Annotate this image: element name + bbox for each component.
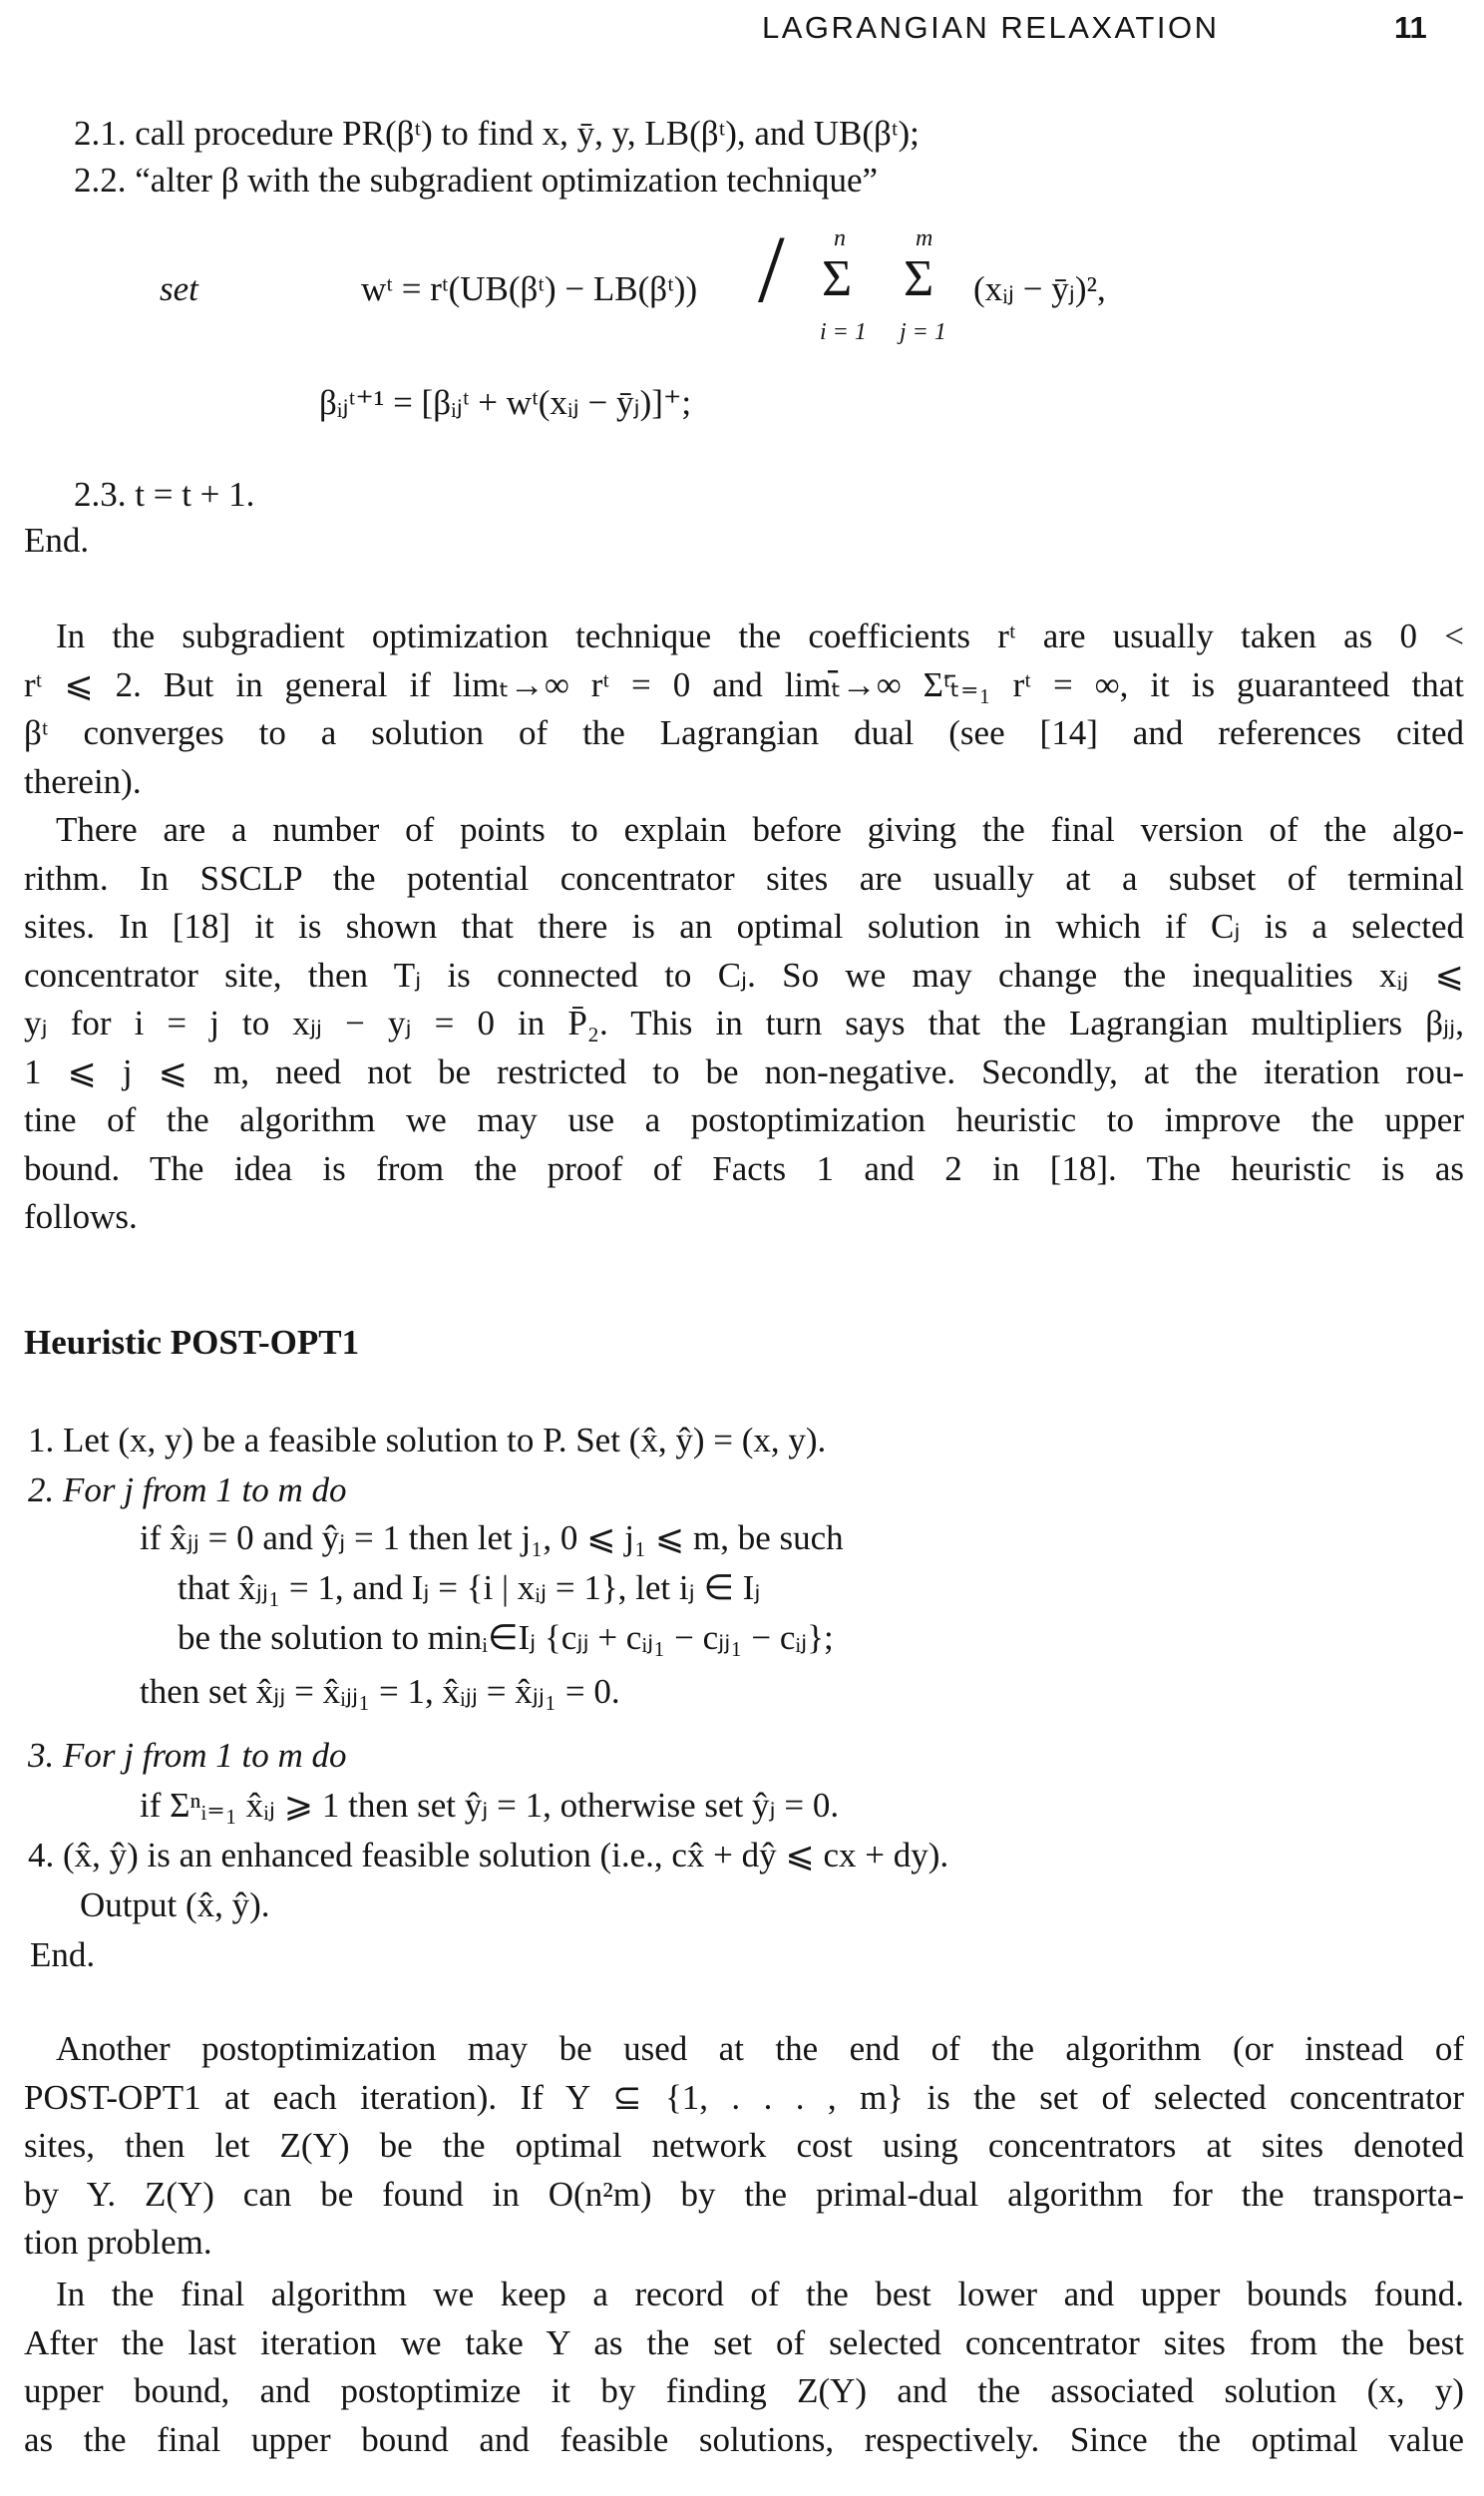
heuristic-step-3-line-a: if Σⁿᵢ₌₁ x̂ᵢⱼ ⩾ 1 then set ŷⱼ = 1, otherwise set ŷⱼ = 0. xyxy=(140,1786,840,1825)
heuristic-step-2-line-b: that x̂ⱼⱼ₁ = 1, and Iⱼ = {i | xᵢⱼ = 1}, let iⱼ ∈ Iⱼ xyxy=(178,1568,761,1607)
text-line: tine of the algorithm we may use a postoptimization heuristic to improve the upper xyxy=(24,1100,1464,1139)
text-line: tion problem. xyxy=(24,2223,212,2262)
text-line: sites, then let Z(Y) be the optimal network cost using concentrators at sites denoted xyxy=(24,2126,1464,2165)
sum-j-lower: j = 1 xyxy=(900,319,946,345)
sum-i-upper: n xyxy=(834,225,846,251)
text-line: In the final algorithm we keep a record of the best lower and upper bounds found. xyxy=(56,2275,1464,2313)
text-line: follows. xyxy=(24,1197,138,1236)
heuristic-step-2-line-d: then set x̂ⱼⱼ = x̂ᵢⱼⱼ₁ = 1, x̂ᵢⱼⱼ = x̂ⱼⱼ₁ = 0. xyxy=(140,1672,620,1711)
algo-step-2-1: 2.1. call procedure PR(βᵗ) to find x, ȳ, y, LB(βᵗ), and UB(βᵗ); xyxy=(74,114,920,153)
heuristic-heading: Heuristic POST-OPT1 xyxy=(24,1323,360,1362)
algo-step-2-3: 2.3. t = t + 1. xyxy=(74,475,255,514)
heuristic-step-4-output: Output (x̂, ŷ). xyxy=(80,1885,270,1924)
text-line: Another postoptimization may be used at the end of the algorithm (or instead of xyxy=(56,2029,1464,2068)
paragraph-subgradient xyxy=(24,613,1464,806)
text-line: bound. The idea is from the proof of Facts 1 and 2 in [18]. The heuristic is as xyxy=(24,1148,1464,1188)
text-line: There are a number of points to explain before giving the final version of the algo- xyxy=(56,810,1464,849)
text-line: rᵗ ⩽ 2. But in general if limₜ→∞ rᵗ = 0 and limₜ̄→∞ Σᵗ̄ₜ₌₁ rᵗ = ∞, it is guaranteed that xyxy=(24,664,1464,704)
heuristic-step-4: 4. (x̂, ŷ) is an enhanced feasible solution (i.e., cx̂ + dŷ ⩽ cx + dy). xyxy=(28,1836,949,1874)
text-line: by Y. Z(Y) can be found in O(n²m) by the primal-dual algorithm for the transporta- xyxy=(24,2174,1464,2214)
text-line: therein). xyxy=(24,761,142,801)
page-number: 11 xyxy=(1394,10,1427,45)
algo-step-2-2: 2.2. “alter β with the subgradient optimization technique” xyxy=(74,161,879,200)
fraction-slash: / xyxy=(758,215,785,322)
heuristic-end: End. xyxy=(30,1935,96,1974)
text-line: sites. In [18] it is shown that there is an optimal solution in which if Cⱼ is a selected xyxy=(24,907,1464,946)
text-line: POST-OPT1 at each iteration). If Y ⊆ {1, . . . , m} is the set of selected concentrator xyxy=(24,2077,1464,2117)
set-keyword: set xyxy=(160,269,198,308)
text-line: rithm. In SSCLP the potential concentrator sites are usually at a subset of terminal xyxy=(24,858,1464,898)
heuristic-step-2-line-c: be the solution to minᵢ∈Iⱼ {cⱼⱼ + cᵢⱼ₁ − cⱼⱼ₁ − cᵢⱼ}; xyxy=(178,1618,834,1657)
paragraph-final-algorithm xyxy=(24,2271,1464,2464)
text-line: 1 ⩽ j ⩽ m, need not be restricted to be non-negative. Secondly, at the iteration rou- xyxy=(24,1051,1464,1091)
running-header: LAGRANGIAN RELAXATION xyxy=(762,10,1220,45)
text-line: After the last iteration we take Y as the set of selected concentrator sites from the best xyxy=(24,2322,1464,2362)
sum-j-symbol: Σ xyxy=(904,250,934,307)
heuristic-step-2-line-a: if x̂ⱼⱼ = 0 and ŷⱼ = 1 then let j₁, 0 ⩽ j₁ ⩽ m, be such xyxy=(140,1518,844,1557)
step-size-formula: wᵗ = rᵗ(UB(βᵗ) − LB(βᵗ)) xyxy=(361,269,698,308)
sum-i-symbol: Σ xyxy=(822,250,853,307)
heuristic-step-1: 1. Let (x, y) be a feasible solution to P. Set (x̂, ŷ) = (x, y). xyxy=(28,1421,827,1459)
text-line: as the final upper bound and feasible solutions, respectively. Since the optimal value xyxy=(24,2419,1464,2459)
text-line: concentrator site, then Tⱼ is connected to Cⱼ. So we may change the inequalities xᵢⱼ ⩽ xyxy=(24,955,1464,995)
sum-term: (xᵢⱼ − ȳⱼ)², xyxy=(973,269,1106,308)
text-line: In the subgradient optimization technique the coefficients rᵗ are usually taken as 0 < xyxy=(56,617,1464,655)
heuristic-step-3: 3. For j from 1 to m do xyxy=(28,1736,347,1775)
paragraph-points xyxy=(24,806,1464,1242)
sum-j-upper: m xyxy=(916,225,933,251)
text-line: βᵗ converges to a solution of the Lagrangian dual (see [14] and references cited xyxy=(24,713,1464,752)
algo-end: End. xyxy=(24,521,90,560)
sum-i-lower: i = 1 xyxy=(820,319,867,345)
text-line: upper bound, and postoptimize it by finding Z(Y) and the associated solution (x, y) xyxy=(24,2371,1464,2410)
multiplier-update-formula: βᵢⱼᵗ⁺¹ = [βᵢⱼᵗ + wᵗ(xᵢⱼ − ȳⱼ)]⁺; xyxy=(319,383,692,422)
text-line: yⱼ for i = j to xⱼⱼ − yⱼ = 0 in P̄₂. This in turn says that the Lagrangian multipliers βⱼⱼ, xyxy=(24,1004,1464,1042)
paragraph-postoptimization xyxy=(24,2025,1464,2268)
heuristic-step-2: 2. For j from 1 to m do xyxy=(28,1470,347,1509)
